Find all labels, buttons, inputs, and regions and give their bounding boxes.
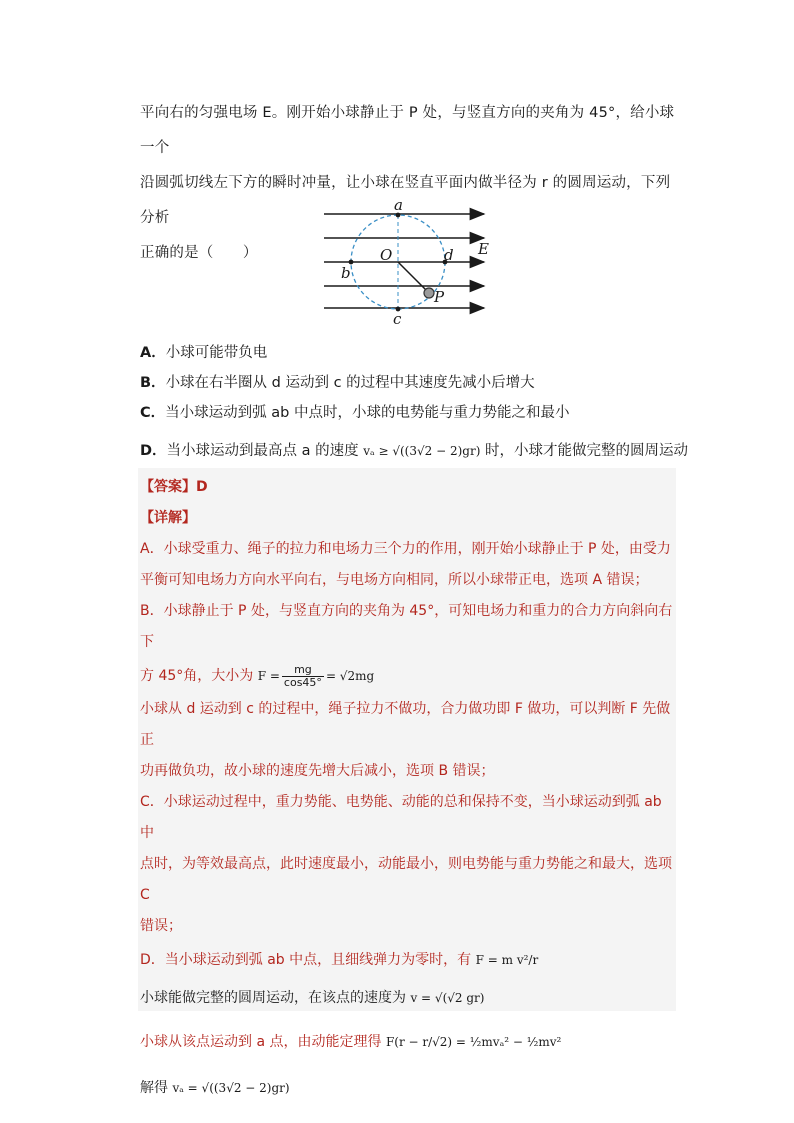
sol-d2-pre: 小球能做完整的圆周运动，在该点的速度为: [140, 990, 411, 1006]
label-b: b: [341, 264, 351, 282]
field-lines: [324, 214, 484, 308]
option-d-text-pre: 当小球运动到最高点 a 的速度: [166, 443, 364, 459]
answer-label: 【答案】D: [140, 479, 208, 495]
sol-d3-pre: 小球从该点运动到 a 点，由动能定理得: [140, 1034, 386, 1050]
label-p: P: [434, 288, 445, 306]
option-b-text: 小球在右半圈从 d 运动到 c 的过程中其速度先减小后增大: [165, 375, 535, 391]
sol-b4: 功再做负功，故小球的速度先增大后减小，选项 B 错误；: [140, 763, 495, 779]
option-d-text-post: 时，小球才能做完整的圆周运动: [480, 443, 688, 459]
option-d: [140, 436, 700, 466]
option-b-letter: B．: [140, 375, 166, 391]
sol-a1: A．小球受重力、绳子的拉力和电场力三个力的作用，刚开始小球静止于 P 处，由受力: [140, 541, 671, 557]
sol-d3-formula: F(r − r/√2) = ½mvₐ² − ½mv²: [385, 1035, 562, 1049]
sol-b2-rhs: = √2mg: [325, 669, 375, 683]
label-o: O: [380, 246, 393, 264]
options: [140, 338, 700, 466]
stem-line-3: 正确的是（ ）: [140, 245, 258, 261]
sol-a2: 平衡可知电场力方向水平向右，与电场方向相同，所以小球带正电，选项 A 错误；: [140, 572, 649, 588]
option-a: [140, 338, 700, 368]
solution: [140, 472, 674, 1110]
option-d-letter: D．: [140, 443, 167, 459]
sol-b2-den: cos45°: [283, 675, 322, 689]
option-d-formula: vₐ ≥ √((3√2 − 2)gr): [363, 444, 481, 458]
sol-c2: 点时，为等效最高点，此时速度最小，动能最小，则电势能与重力势能之和最大，选项 C: [140, 856, 672, 903]
sol-c3: 错误；: [140, 918, 182, 934]
stem-line-1: 平向右的匀强电场 E。刚开始小球静止于 P 处，与竖直方向的夹角为 45°，给小球一个: [140, 105, 675, 156]
sol-b2-pre: 方 45°角，大小为: [140, 668, 258, 684]
sol-d1: [140, 942, 674, 978]
stem-line-2: 沿圆弧切线左下方的瞬时冲量，让小球在竖直平面内做半径为 r 的圆周运动，下列分析: [140, 175, 671, 226]
sol-b2-lhs: F =: [257, 669, 280, 683]
sol-d4-formula: vₐ = √((3√2 − 2)gr): [172, 1081, 290, 1095]
sol-b2-num: mg: [282, 664, 324, 677]
label-e: E: [478, 240, 489, 258]
sol-b3: 小球从 d 运动到 c 的过程中，绳子拉力不做功，合力做功即 F 做功，可以判断 F 先做正: [140, 701, 671, 748]
option-c: [140, 398, 700, 428]
ball-p: [424, 288, 434, 298]
answer-tag: [140, 472, 674, 503]
sol-d3: [140, 1018, 674, 1066]
option-a-text: 小球可能带负电: [165, 345, 268, 361]
sol-d1-pre: D．当小球运动到弧 ab 中点，且细线弹力为零时，有: [140, 952, 476, 968]
label-c: c: [393, 310, 402, 326]
sol-d1-formula: F = m v²/r: [475, 953, 539, 967]
option-c-letter: C．: [140, 405, 166, 421]
sol-d4: [140, 1066, 674, 1110]
circuit-figure: [316, 196, 496, 326]
sol-d2: [140, 978, 674, 1018]
sol-d4-pre: 解得: [140, 1080, 173, 1096]
sol-b2: [140, 658, 674, 694]
sol-b2-fraction: [282, 664, 324, 689]
detail-tag: [140, 503, 674, 534]
sol-d2-formula: v = √(√2 gr): [410, 991, 485, 1005]
label-d: d: [444, 246, 454, 264]
sol-c1: C．小球运动过程中，重力势能、电势能、动能的总和保持不变，当小球运动到弧 ab 中: [140, 794, 662, 841]
option-a-letter: A．: [140, 345, 166, 361]
sol-b1: B．小球静止于 P 处，与竖直方向的夹角为 45°，可知电场力和重力的合力方向斜向右下: [140, 603, 673, 650]
label-a: a: [394, 196, 403, 214]
option-b: [140, 368, 700, 398]
option-c-text: 当小球运动到弧 ab 中点时，小球的电势能与重力势能之和最小: [165, 405, 570, 421]
detail-label: 【详解】: [140, 510, 196, 526]
